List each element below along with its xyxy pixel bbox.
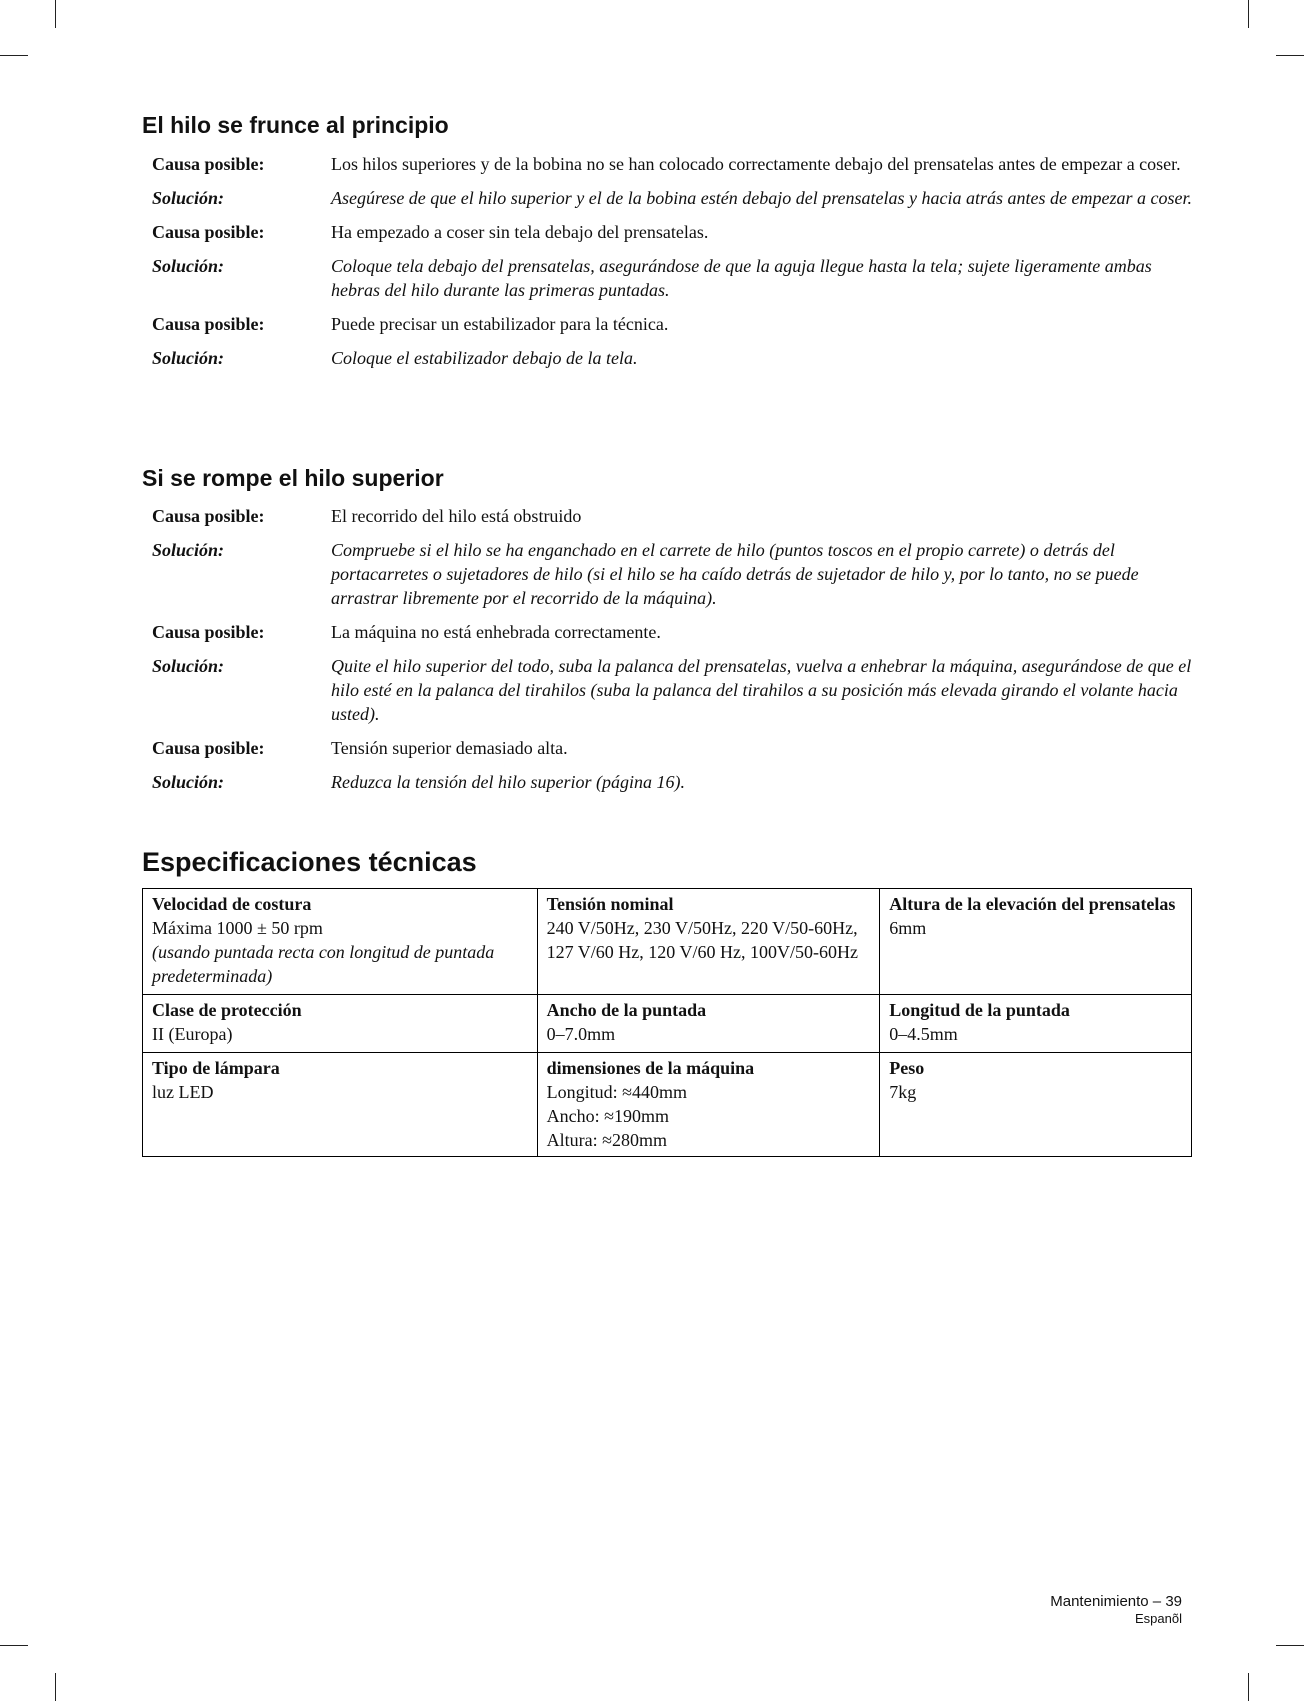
spec-title: Tensión nominal bbox=[546, 894, 674, 914]
cause-label: Causa posible: bbox=[152, 506, 265, 526]
cause-label: Causa posible: bbox=[152, 622, 265, 642]
specs-table bbox=[142, 888, 1192, 1157]
spec-value: 7kg bbox=[889, 1082, 917, 1102]
spec-cell-dimensions bbox=[537, 1053, 880, 1157]
solution-label: Solución: bbox=[152, 540, 225, 560]
cause-row bbox=[152, 220, 1192, 244]
solution-label: Solución: bbox=[152, 656, 225, 676]
solution-text: Quite el hilo superior del todo, suba la palanca del prensatelas, vuelva a enhebrar la máquina, asegurándose de que el hilo esté en la palanca del tirahilos (suba la palanca del tirahilos a su posición más elevada girando el volante hacia usted). bbox=[331, 656, 1192, 724]
spec-cell-lamp bbox=[143, 1053, 538, 1157]
spec-title: Velocidad de costura bbox=[152, 894, 312, 914]
spec-cell-voltage bbox=[537, 889, 880, 995]
table-row bbox=[143, 1053, 1192, 1157]
solution-row bbox=[152, 770, 1192, 794]
solution-text: Reduzca la tensión del hilo superior (página 16). bbox=[331, 772, 685, 792]
spec-title: Tipo de lámpara bbox=[152, 1058, 280, 1078]
spec-cell-stitch-width bbox=[537, 995, 880, 1053]
spec-value-height: Altura: ≈280mm bbox=[546, 1130, 667, 1150]
spec-title: dimensiones de la máquina bbox=[546, 1058, 755, 1078]
footer-language: Espanõl bbox=[1135, 1611, 1182, 1626]
solution-row bbox=[152, 654, 1192, 726]
spec-title: Ancho de la puntada bbox=[546, 1000, 707, 1020]
solution-label: Solución: bbox=[152, 256, 225, 276]
solution-text: Asegúrese de que el hilo superior y el de la bobina estén debajo del prensatelas y hacia atrás antes de empezar a coser. bbox=[331, 188, 1193, 208]
crop-mark bbox=[0, 55, 28, 56]
spec-value: 0–4.5mm bbox=[889, 1024, 958, 1044]
spec-title: Peso bbox=[889, 1058, 925, 1078]
spec-value-width: Ancho: ≈190mm bbox=[546, 1106, 669, 1126]
crop-mark bbox=[55, 1673, 56, 1701]
crop-mark bbox=[1276, 55, 1304, 56]
cause-text: El recorrido del hilo está obstruido bbox=[331, 506, 582, 526]
solution-row bbox=[152, 186, 1192, 210]
spec-value: 6mm bbox=[889, 918, 927, 938]
spec-title: Clase de protección bbox=[152, 1000, 302, 1020]
solution-label: Solución: bbox=[152, 188, 225, 208]
cause-text: Tensión superior demasiado alta. bbox=[331, 738, 568, 758]
spec-title: Altura de la elevación del prensatelas bbox=[889, 894, 1176, 914]
solution-row bbox=[152, 254, 1192, 302]
spec-value: II (Europa) bbox=[152, 1024, 233, 1044]
cause-row bbox=[152, 736, 1192, 760]
cause-row bbox=[152, 504, 1192, 528]
crop-mark bbox=[1276, 1645, 1304, 1646]
solution-row bbox=[152, 346, 1192, 370]
cause-label: Causa posible: bbox=[152, 314, 265, 334]
spec-cell-protection bbox=[143, 995, 538, 1053]
solution-text: Coloque el estabilizador debajo de la tela. bbox=[331, 348, 638, 368]
specs-title: Especificaciones técnicas bbox=[142, 847, 477, 877]
cause-label: Causa posible: bbox=[152, 222, 265, 242]
solution-text: Compruebe si el hilo se ha enganchado en el carrete de hilo (puntos toscos en el propio carrete) o detrás del portacarretes o sujetadores de hilo (si el hilo se ha caído detrás de sujetador de hilo y, por lo tanto, no se puede arrastrar libremente por el recorrido de la máquina). bbox=[331, 540, 1139, 608]
solution-text: Coloque tela debajo del prensatelas, asegurándose de que la aguja llegue hasta la tela; sujete ligeramente ambas hebras del hilo durante las primeras puntadas. bbox=[331, 256, 1152, 300]
spec-value: Máxima 1000 ± 50 rpm bbox=[152, 918, 323, 938]
cause-text: Ha empezado a coser sin tela debajo del prensatelas. bbox=[331, 222, 709, 242]
spec-title: Longitud de la puntada bbox=[889, 1000, 1070, 1020]
crop-mark bbox=[0, 1645, 28, 1646]
spec-cell-weight bbox=[880, 1053, 1192, 1157]
spec-cell-stitch-length bbox=[880, 995, 1192, 1053]
spec-cell-lift bbox=[880, 889, 1192, 995]
cause-text: Puede precisar un estabilizador para la técnica. bbox=[331, 314, 669, 334]
spec-value-length: Longitud: ≈440mm bbox=[546, 1082, 688, 1102]
cause-label: Causa posible: bbox=[152, 154, 265, 174]
page-number: Mantenimiento – 39 bbox=[1050, 1593, 1182, 1610]
table-row bbox=[143, 995, 1192, 1053]
cause-row bbox=[152, 620, 1192, 644]
spec-value: luz LED bbox=[152, 1082, 214, 1102]
section-title-upper-thread-breaks: Si se rompe el hilo superior bbox=[142, 465, 444, 491]
crop-mark bbox=[1248, 1673, 1249, 1701]
cause-label: Causa posible: bbox=[152, 738, 265, 758]
crop-mark bbox=[1248, 0, 1249, 28]
page-footer bbox=[1050, 1593, 1182, 1627]
troubleshoot-list-breaks bbox=[152, 504, 1192, 804]
troubleshoot-list-bunching bbox=[152, 152, 1192, 380]
table-row bbox=[143, 889, 1192, 995]
crop-mark bbox=[55, 0, 56, 28]
cause-text: Los hilos superiores y de la bobina no se han colocado correctamente debajo del prensatelas antes de empezar a coser. bbox=[331, 154, 1181, 174]
solution-label: Solución: bbox=[152, 772, 225, 792]
spec-cell-speed bbox=[143, 889, 538, 995]
solution-label: Solución: bbox=[152, 348, 225, 368]
solution-row bbox=[152, 538, 1192, 610]
spec-note: (usando puntada recta con longitud de puntada predeterminada) bbox=[152, 942, 495, 986]
cause-text: La máquina no está enhebrada correctamente. bbox=[331, 622, 661, 642]
section-title-thread-bunching: El hilo se frunce al principio bbox=[142, 112, 449, 138]
cause-row bbox=[152, 312, 1192, 336]
spec-value: 240 V/50Hz, 230 V/50Hz, 220 V/50-60Hz, 127 V/60 Hz, 120 V/60 Hz, 100V/50-60Hz bbox=[546, 918, 858, 962]
spec-value: 0–7.0mm bbox=[546, 1024, 616, 1044]
cause-row bbox=[152, 152, 1192, 176]
